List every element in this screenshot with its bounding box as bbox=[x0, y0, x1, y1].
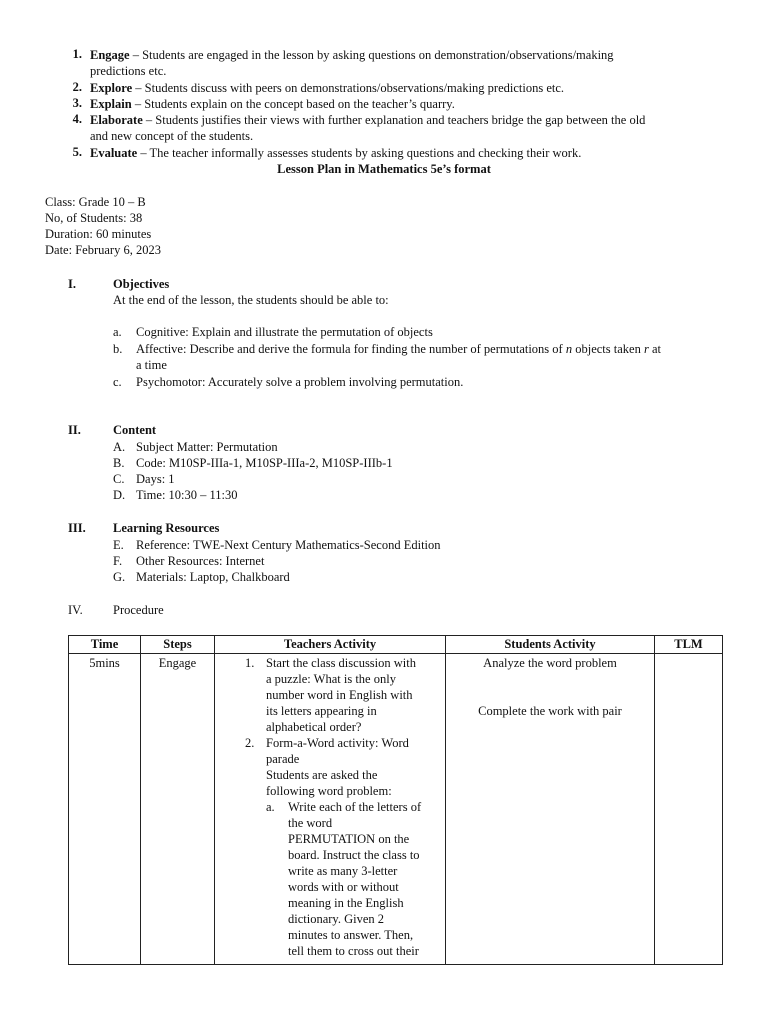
five-e-cont: and new concept of the students. bbox=[90, 129, 254, 143]
five-e-text: – Students are engaged in the lesson by asking questions on demonstration/observations/making bbox=[129, 48, 614, 62]
list-marker: D. bbox=[113, 488, 126, 502]
content-code: Code: M10SP-IIIa-1, M10SP-IIIa-2, M10SP-IIIb-1 bbox=[136, 456, 393, 470]
cell-step bbox=[141, 654, 215, 965]
header-tlm: TLM bbox=[655, 636, 723, 654]
student-activity-pair: Complete the work with pair bbox=[478, 704, 622, 718]
five-e-number: 2. bbox=[72, 80, 82, 94]
section-number: II. bbox=[68, 423, 81, 437]
procedure-table bbox=[68, 635, 723, 965]
variable-n: n bbox=[565, 342, 573, 356]
list-marker: B. bbox=[113, 456, 125, 470]
five-e-label: Elaborate bbox=[90, 113, 143, 127]
list-marker: c. bbox=[113, 375, 122, 389]
five-e-number: 4. bbox=[72, 112, 82, 126]
student-activity-analyze: Analyze the word problem bbox=[483, 656, 617, 670]
list-marker: C. bbox=[113, 472, 125, 486]
table-header-row bbox=[69, 636, 723, 654]
teacher-activity-line: alphabetical order? bbox=[266, 720, 362, 734]
objective-affective-cont: a time bbox=[136, 358, 167, 372]
cell-teachers-activity bbox=[215, 654, 446, 965]
five-e-item-elaborate bbox=[90, 112, 645, 128]
objective-psychomotor: Psychomotor: Accurately solve a problem involving permutation. bbox=[136, 375, 464, 389]
objective-cognitive: Cognitive: Explain and illustrate the permutation of objects bbox=[136, 325, 433, 339]
teacher-activity-line: board. Instruct the class to bbox=[288, 848, 420, 862]
step-value: Engage bbox=[158, 656, 197, 670]
teacher-activity-line: Write each of the letters of bbox=[288, 800, 422, 814]
content-days: Days: 1 bbox=[136, 472, 175, 486]
cell-time bbox=[69, 654, 141, 965]
content-subject: Subject Matter: Permutation bbox=[136, 440, 278, 454]
resource-reference: Reference: TWE-Next Century Mathematics-Second Edition bbox=[136, 538, 441, 552]
resource-other: Other Resources: Internet bbox=[136, 554, 265, 568]
five-e-label: Explain bbox=[90, 97, 132, 111]
section-heading-resources: Learning Resources bbox=[113, 521, 220, 535]
teacher-activity-line: write as many 3-letter bbox=[288, 864, 398, 878]
five-e-label: Evaluate bbox=[90, 146, 138, 160]
teacher-activity-line: its letters appearing in bbox=[266, 704, 377, 718]
five-e-text: – Students justifies their views with further explanation and teachers bridge the gap between the old bbox=[142, 113, 646, 127]
header-steps: Steps bbox=[141, 636, 215, 654]
teacher-activity-line: tell them to cross out their bbox=[288, 944, 419, 958]
content-time: Time: 10:30 – 11:30 bbox=[136, 488, 238, 502]
five-e-text: – Students discuss with peers on demonstrations/observations/making predictions etc. bbox=[132, 81, 565, 95]
duration-info: Duration: 60 minutes bbox=[45, 227, 152, 241]
five-e-text: – Students explain on the concept based on the teacher’s quarry. bbox=[131, 97, 455, 111]
teacher-activity-line: meaning in the English bbox=[288, 896, 404, 910]
list-marker: F. bbox=[113, 554, 123, 568]
teacher-activity-line: following word problem: bbox=[266, 784, 392, 798]
teacher-activity-line: the word bbox=[288, 816, 333, 830]
teacher-activity-line: parade bbox=[266, 752, 300, 766]
five-e-item-explore bbox=[90, 80, 564, 96]
header-time: Time bbox=[69, 636, 141, 654]
date-info: Date: February 6, 2023 bbox=[45, 243, 161, 257]
section-number: I. bbox=[68, 277, 76, 291]
teacher-activity-line: a puzzle: What is the only bbox=[266, 672, 396, 686]
teacher-activity-line: Form-a-Word activity: Word bbox=[266, 736, 409, 750]
five-e-number: 5. bbox=[72, 145, 82, 159]
five-e-number: 3. bbox=[72, 96, 82, 110]
five-e-text: – The teacher informally assesses students by asking questions and checking their work. bbox=[137, 146, 582, 160]
teacher-activity-list bbox=[215, 654, 445, 964]
five-e-item-explain bbox=[90, 96, 455, 112]
table-row bbox=[69, 654, 723, 965]
cell-tlm bbox=[655, 654, 723, 965]
page-title: Lesson Plan in Mathematics 5e’s format bbox=[277, 162, 491, 176]
list-marker: a. bbox=[113, 325, 122, 339]
list-marker: G. bbox=[113, 570, 126, 584]
list-marker: b. bbox=[113, 342, 123, 356]
teacher-activity-line: dictionary. Given 2 bbox=[288, 912, 385, 926]
students-info: No, of Students: 38 bbox=[45, 211, 143, 225]
five-e-item-engage bbox=[90, 47, 614, 63]
teacher-activity-line: Start the class discussion with bbox=[266, 656, 416, 670]
cell-students-activity bbox=[446, 654, 655, 965]
teacher-activity-line: PERMUTATION on the bbox=[288, 832, 410, 846]
list-marker: E. bbox=[113, 538, 124, 552]
objectives-intro: At the end of the lesson, the students should be able to: bbox=[113, 293, 389, 307]
teacher-activity-line: Students are asked the bbox=[266, 768, 378, 782]
objective-affective bbox=[136, 341, 661, 357]
section-heading-objectives: Objectives bbox=[113, 277, 170, 291]
teacher-activity-line: minutes to answer. Then, bbox=[288, 928, 414, 942]
objective-text: objects taken bbox=[572, 342, 644, 356]
header-teachers-activity: Teachers Activity bbox=[215, 636, 446, 654]
list-marker: A. bbox=[113, 440, 126, 454]
variable-r: r bbox=[643, 342, 649, 356]
five-e-label: Engage bbox=[90, 48, 130, 62]
five-e-cont: predictions etc. bbox=[90, 64, 167, 78]
teacher-activity-line: words with or without bbox=[288, 880, 399, 894]
teacher-activity-line: number word in English with bbox=[266, 688, 413, 702]
five-e-label: Explore bbox=[90, 81, 133, 95]
list-marker: 2. bbox=[245, 736, 255, 750]
list-marker: 1. bbox=[245, 656, 255, 670]
time-value: 5mins bbox=[89, 656, 120, 670]
class-info: Class: Grade 10 – B bbox=[45, 195, 146, 209]
section-heading-procedure: Procedure bbox=[113, 603, 164, 617]
objective-text: Affective: Describe and derive the formula for finding the number of permutations of bbox=[136, 342, 566, 356]
list-marker: a. bbox=[266, 800, 275, 814]
section-number: IV. bbox=[68, 603, 83, 617]
section-number: III. bbox=[68, 521, 86, 535]
resource-materials: Materials: Laptop, Chalkboard bbox=[136, 570, 290, 584]
five-e-number: 1. bbox=[72, 47, 82, 61]
objective-text: at bbox=[648, 342, 661, 356]
five-e-item-evaluate bbox=[90, 145, 581, 161]
header-students-activity: Students Activity bbox=[446, 636, 655, 654]
section-heading-content: Content bbox=[113, 423, 157, 437]
